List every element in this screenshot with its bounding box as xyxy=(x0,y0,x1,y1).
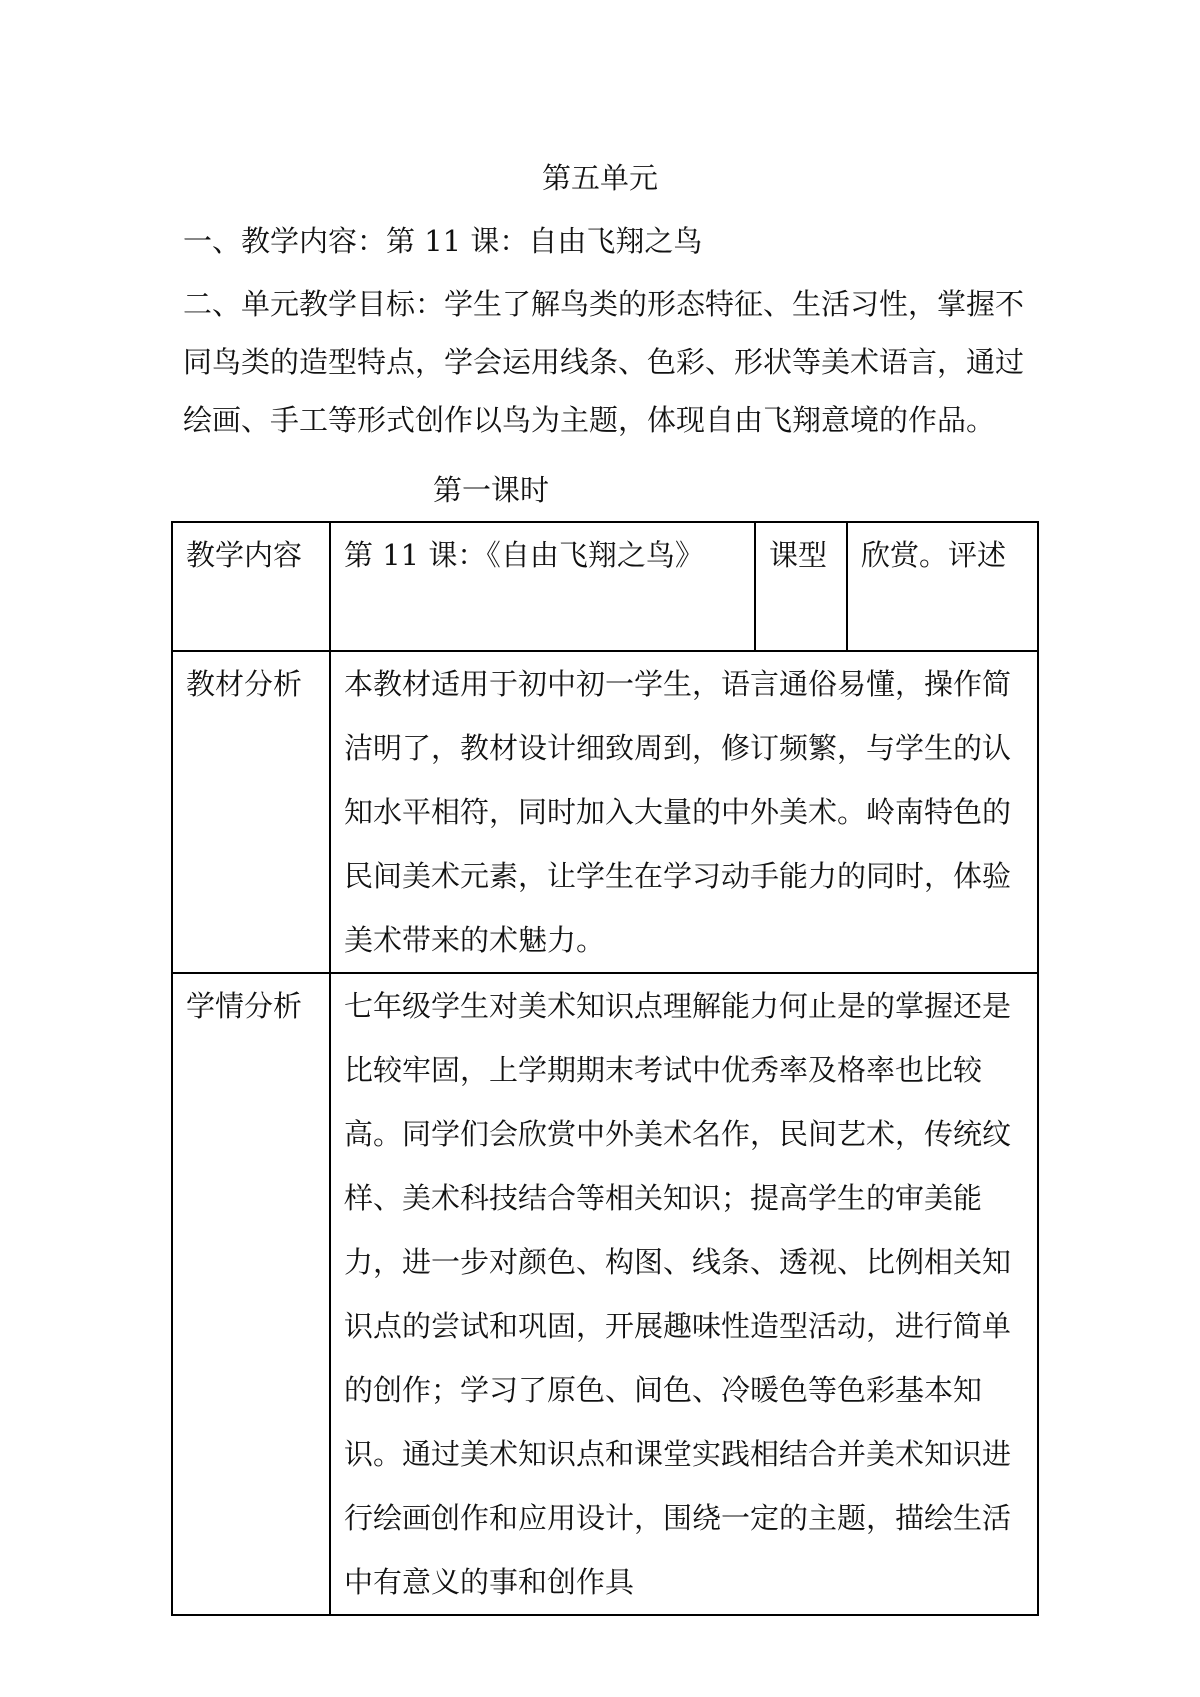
unit-title: 第五单元 xyxy=(541,161,658,195)
row-label-student-analysis: 学情分析 xyxy=(172,973,330,1615)
row-label-textbook-analysis: 教材分析 xyxy=(172,651,330,973)
lesson-plan-table xyxy=(171,521,1039,1616)
table-row xyxy=(172,522,1038,651)
teaching-content-line: 一、教学内容：第 11 课：自由飞翔之鸟 xyxy=(183,224,703,258)
period-title: 第一课时 xyxy=(433,473,550,507)
lesson-type-label: 课型 xyxy=(755,522,847,651)
unit-goal-paragraph: 二、单元教学目标：学生了解鸟类的形态特征、生活习性，掌握不同鸟类的造型特点，学会运用线条、色彩、形状等美术语言，通过绘画、手工等形式创作以鸟为主题，体现自由飞翔意境的作品。 xyxy=(183,287,1025,437)
row-label-teaching-content: 教学内容 xyxy=(172,522,330,651)
lesson-type-value: 欣赏。评述 xyxy=(847,522,1038,651)
student-analysis-text: 七年级学生对美术知识点理解能力何止是的掌握还是比较牢固，上学期期末考试中优秀率及格率也比较高。同学们会欣赏中外美术名作，民间艺术，传统纹样、美术科技结合等相关知识；提高学生的审美能力，进一步对颜色、构图、线条、透视、比例相关知识点的尝试和巩固，开展趣味性造型活动，进行简单的创作；学习了原色、间色、冷暖色等色彩基本知识。通过美术知识点和课堂实践相结合并美术知识进行绘画创作和应用设计，围绕一定的主题，描绘生活中有意义的事和创作具 xyxy=(330,973,1038,1615)
teaching-content-value: 第 11 课：《自由飞翔之鸟》 xyxy=(330,522,755,651)
table-row xyxy=(172,973,1038,1615)
table-row xyxy=(172,651,1038,973)
textbook-analysis-text: 本教材适用于初中初一学生，语言通俗易懂，操作简洁明了，教材设计细致周到，修订频繁，与学生的认知水平相符，同时加入大量的中外美术。岭南特色的民间美术元素，让学生在学习动手能力的同时，体验美术带来的术魅力。 xyxy=(330,651,1038,973)
